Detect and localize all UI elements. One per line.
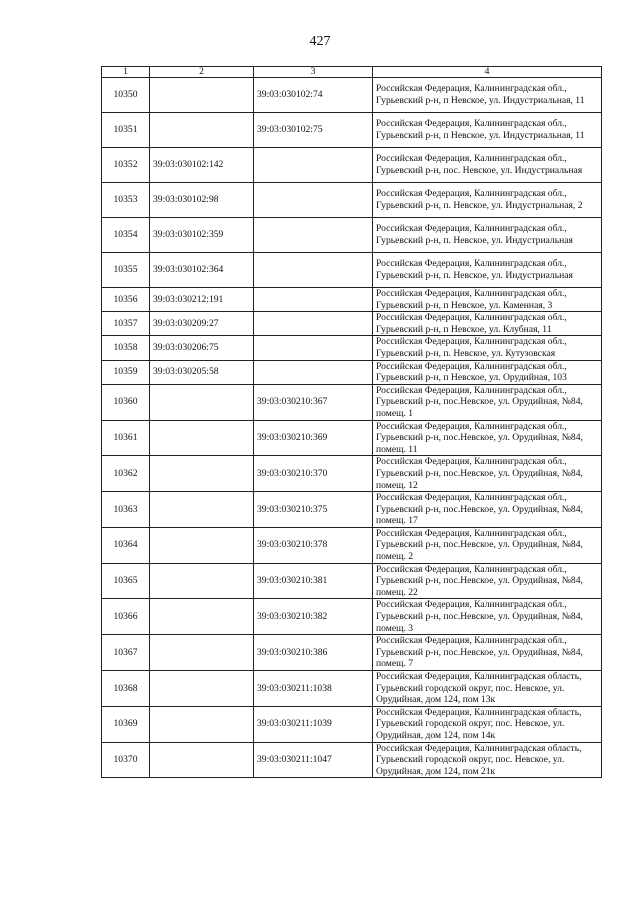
table-row (102, 253, 602, 288)
row-number-cell: 10369 (102, 706, 150, 742)
row-number-cell: 10365 (102, 563, 150, 599)
table-row (102, 456, 602, 492)
row-number-cell: 10350 (102, 78, 150, 113)
table-row (102, 312, 602, 336)
table-row (102, 527, 602, 563)
cadastral-number-cell (254, 312, 373, 336)
cadastral-number-cell (254, 183, 373, 218)
table-row (102, 336, 602, 360)
cadastral-number-cell: 39:03:030211:1039 (254, 706, 373, 742)
table-row (102, 218, 602, 253)
address-cell: Российская Федерация, Калининградская обл., Гурьевский р-н, пос.Невское, ул. Орудийная, №84, помещ. 1 (373, 384, 602, 420)
cadastral-number-cell (150, 384, 254, 420)
address-cell: Российская Федерация, Калининградская обл., Гурьевский р-н, пос.Невское, ул. Орудийная, №84, помещ. 2 (373, 527, 602, 563)
address-cell: Российская Федерация, Калининградская область, Гурьевский городской округ, пос. Невское, ул. Орудийная, дом 124, пом 14к (373, 706, 602, 742)
registry-table (101, 66, 602, 778)
row-number-cell: 10362 (102, 456, 150, 492)
table-row (102, 492, 602, 528)
cadastral-number-cell (150, 563, 254, 599)
cadastral-number-cell: 39:03:030102:364 (150, 253, 254, 288)
cadastral-number-cell (150, 420, 254, 456)
cadastral-number-cell: 39:03:030102:98 (150, 183, 254, 218)
column-header-4: 4 (373, 67, 602, 78)
address-cell: Российская Федерация, Калининградская обл., Гурьевский р-н, п. Невское, ул. Индустриальная (373, 218, 602, 253)
address-cell: Российская Федерация, Калининградская обл., Гурьевский р-н, пос.Невское, ул. Орудийная, №84, помещ. 11 (373, 420, 602, 456)
cadastral-number-cell (150, 492, 254, 528)
row-number-cell: 10360 (102, 384, 150, 420)
cadastral-number-cell: 39:03:030102:75 (254, 113, 373, 148)
cadastral-number-cell: 39:03:030212:191 (150, 288, 254, 312)
address-cell: Российская Федерация, Калининградская обл., Гурьевский р-н, п Невское, ул. Каменная, 3 (373, 288, 602, 312)
cadastral-number-cell: 39:03:030102:74 (254, 78, 373, 113)
address-cell: Российская Федерация, Калининградская обл., Гурьевский р-н, пос.Невское, ул. Орудийная, №84, помещ. 22 (373, 563, 602, 599)
table-row (102, 742, 602, 778)
table-row (102, 384, 602, 420)
cadastral-number-cell: 39:03:030210:381 (254, 563, 373, 599)
table-row (102, 78, 602, 113)
column-header-2: 2 (150, 67, 254, 78)
cadastral-number-cell: 39:03:030210:369 (254, 420, 373, 456)
address-cell: Российская Федерация, Калининградская обл., Гурьевский р-н, пос.Невское, ул. Орудийная, №84, помещ. 3 (373, 599, 602, 635)
table-row (102, 420, 602, 456)
cadastral-number-cell (254, 218, 373, 253)
cadastral-number-cell (150, 527, 254, 563)
table-row (102, 360, 602, 384)
address-cell: Российская Федерация, Калининградская обл., Гурьевский р-н, п Невское, ул. Индустриальная, 11 (373, 78, 602, 113)
address-cell: Российская Федерация, Калининградская обл., Гурьевский р-н, п Невское, ул. Клубная, 11 (373, 312, 602, 336)
address-cell: Российская Федерация, Калининградская область, Гурьевский городской округ, пос. Невское, ул. Орудийная, дом 124, пом 13к (373, 671, 602, 707)
table-row (102, 148, 602, 183)
row-number-cell: 10358 (102, 336, 150, 360)
row-number-cell: 10363 (102, 492, 150, 528)
table-row (102, 635, 602, 671)
row-number-cell: 10359 (102, 360, 150, 384)
row-number-cell: 10352 (102, 148, 150, 183)
row-number-cell: 10370 (102, 742, 150, 778)
row-number-cell: 10361 (102, 420, 150, 456)
row-number-cell: 10368 (102, 671, 150, 707)
row-number-cell: 10367 (102, 635, 150, 671)
address-cell: Российская Федерация, Калининградская обл., Гурьевский р-н, п. Невское, ул. Индустриальная, 2 (373, 183, 602, 218)
cadastral-number-cell (150, 706, 254, 742)
cadastral-number-cell: 39:03:030102:359 (150, 218, 254, 253)
cadastral-number-cell: 39:03:030210:375 (254, 492, 373, 528)
address-cell: Российская Федерация, Калининградская обл., Гурьевский р-н, пос. Невское, ул. Индустриальная (373, 148, 602, 183)
row-number-cell: 10351 (102, 113, 150, 148)
cadastral-number-cell: 39:03:030210:378 (254, 527, 373, 563)
row-number-cell: 10366 (102, 599, 150, 635)
cadastral-number-cell (254, 288, 373, 312)
page-number: 427 (309, 34, 331, 49)
cadastral-number-cell: 39:03:030210:367 (254, 384, 373, 420)
cadastral-number-cell (150, 635, 254, 671)
address-cell: Российская Федерация, Калининградская обл., Гурьевский р-н, п. Невское, ул. Кутузовская (373, 336, 602, 360)
column-number-row (102, 67, 602, 78)
registry-table-body (102, 67, 602, 778)
cadastral-number-cell (254, 336, 373, 360)
cadastral-number-cell (150, 113, 254, 148)
table-row (102, 113, 602, 148)
row-number-cell: 10364 (102, 527, 150, 563)
address-cell: Российская Федерация, Калининградская обл., Гурьевский р-н, п. Невское, ул. Индустриальная (373, 253, 602, 288)
cadastral-number-cell (254, 253, 373, 288)
cadastral-number-cell (150, 456, 254, 492)
cadastral-number-cell (150, 671, 254, 707)
table-row (102, 599, 602, 635)
address-cell: Российская Федерация, Калининградская область, Гурьевский городской округ, пос. Невское, ул. Орудийная, дом 124, пом 21к (373, 742, 602, 778)
table-row (102, 706, 602, 742)
row-number-cell: 10357 (102, 312, 150, 336)
table-row (102, 183, 602, 218)
address-cell: Российская Федерация, Калининградская обл., Гурьевский р-н, п Невское, ул. Орудийная, 103 (373, 360, 602, 384)
address-cell: Российская Федерация, Калининградская обл., Гурьевский р-н, пос.Невское, ул. Орудийная, №84, помещ. 12 (373, 456, 602, 492)
table-row (102, 671, 602, 707)
cadastral-number-cell: 39:03:030102:142 (150, 148, 254, 183)
cadastral-number-cell (150, 78, 254, 113)
table-row (102, 288, 602, 312)
cadastral-number-cell: 39:03:030210:386 (254, 635, 373, 671)
row-number-cell: 10353 (102, 183, 150, 218)
row-number-cell: 10356 (102, 288, 150, 312)
cadastral-number-cell (150, 599, 254, 635)
cadastral-number-cell (254, 148, 373, 183)
cadastral-number-cell: 39:03:030210:382 (254, 599, 373, 635)
cadastral-number-cell: 39:03:030211:1047 (254, 742, 373, 778)
cadastral-number-cell: 39:03:030206:75 (150, 336, 254, 360)
cadastral-number-cell (254, 360, 373, 384)
cadastral-number-cell: 39:03:030209:27 (150, 312, 254, 336)
cadastral-number-cell (150, 742, 254, 778)
cadastral-number-cell: 39:03:030205:58 (150, 360, 254, 384)
address-cell: Российская Федерация, Калининградская обл., Гурьевский р-н, п Невское, ул. Индустриальная, 11 (373, 113, 602, 148)
table-row (102, 563, 602, 599)
cadastral-number-cell: 39:03:030211:1038 (254, 671, 373, 707)
row-number-cell: 10354 (102, 218, 150, 253)
address-cell: Российская Федерация, Калининградская обл., Гурьевский р-н, пос.Невское, ул. Орудийная, №84, помещ. 17 (373, 492, 602, 528)
row-number-cell: 10355 (102, 253, 150, 288)
column-header-1: 1 (102, 67, 150, 78)
cadastral-number-cell: 39:03:030210:370 (254, 456, 373, 492)
address-cell: Российская Федерация, Калининградская обл., Гурьевский р-н, пос.Невское, ул. Орудийная, №84, помещ. 7 (373, 635, 602, 671)
column-header-3: 3 (254, 67, 373, 78)
